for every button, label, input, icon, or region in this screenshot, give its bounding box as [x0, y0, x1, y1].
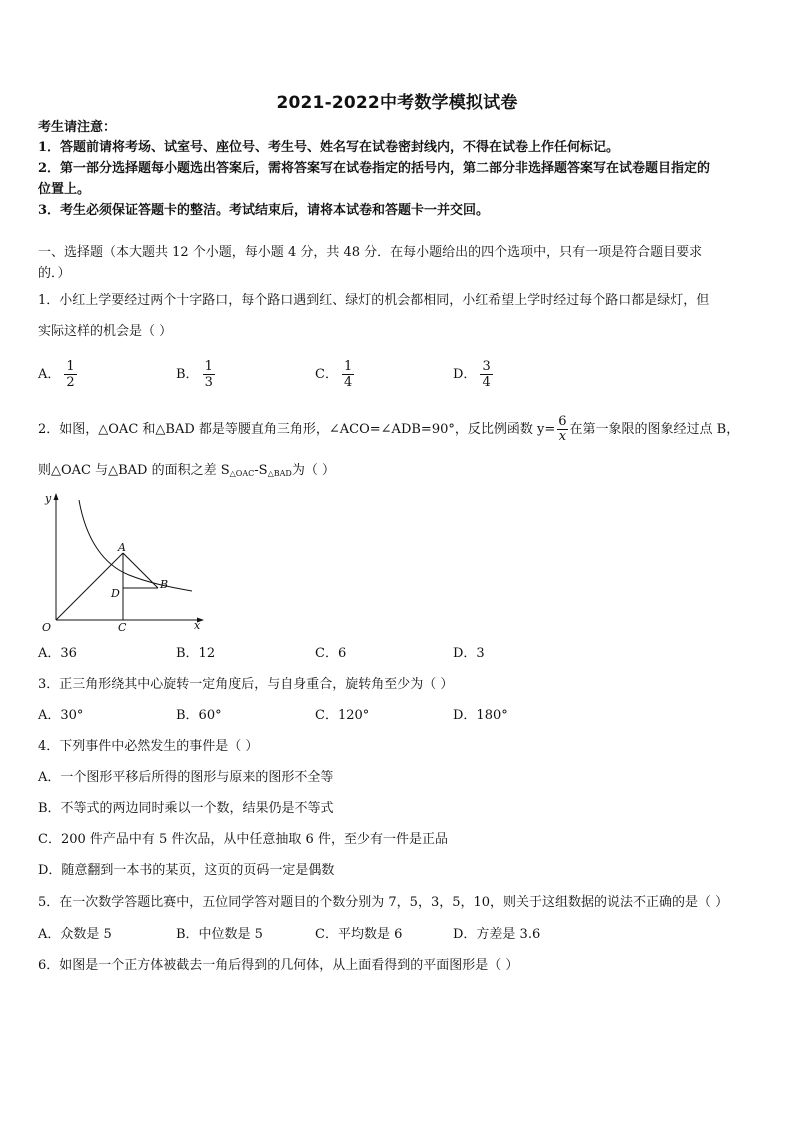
q6-text: 6．如图是一个正方体被截去一角后得到的几何体，从上面看得到的平面图形是（ ）: [38, 958, 519, 973]
q3-text: 3．正三角形绕其中心旋转一定角度后，与自身重合，旋转角至少为（ ）: [38, 677, 454, 692]
q1-text-cont: 实际这样的机会是（ ）: [38, 324, 173, 339]
notice-item-3: 3．考生必须保证答题卡的整洁。考试结束后，请将本试卷和答题卡一并交回。: [38, 203, 490, 218]
q5-option-c: C．平均数是 6: [315, 927, 403, 942]
q5-option-b: B．中位数是 5: [176, 927, 263, 942]
section-1-heading-cont: 的．）: [38, 266, 71, 281]
q2-option-d: D．3: [453, 646, 485, 661]
label-o: O: [42, 621, 52, 634]
notice-item-2-cont: 位置上。: [38, 182, 91, 197]
label-x: x: [194, 619, 201, 632]
q1-option-c: C． $\frac{1}{4}$: [315, 359, 353, 390]
q1-option-d: D． $\frac{3}{4}$: [453, 359, 491, 390]
q2-option-a: A．36: [38, 646, 77, 661]
q5-option-a: A．众数是 5: [38, 927, 112, 942]
q3-option-b: B．60°: [176, 708, 222, 723]
label-a: A: [118, 541, 126, 554]
q1-option-a: A． $\frac{1}{2}$: [38, 359, 75, 390]
label-d: D: [111, 587, 120, 600]
q5-text: 5．在一次数学答题比赛中，五位同学答对题目的个数分别为 7，5，3，5，10，则关于这组数据的说法不正确的是（ ）: [38, 895, 729, 910]
label-b: B: [160, 578, 169, 591]
q3-option-a: A．30°: [38, 708, 84, 723]
q3-option-d: D．180°: [453, 708, 508, 723]
q3-option-c: C．120°: [315, 708, 370, 723]
q4-text: 4．下列事件中必然发生的事件是（ ）: [38, 739, 259, 754]
label-c: C: [118, 621, 127, 634]
q4-option-d: D．随意翻到一本书的某页，这页的页码一定是偶数: [38, 863, 335, 878]
q2-option-c: C．6: [315, 646, 347, 661]
segment-ab: [123, 553, 158, 588]
notice-heading: 考生请注意：: [38, 120, 117, 135]
section-1-heading: 一、选择题（本大题共 12 个小题，每小题 4 分，共 48 分．在每小题给出的四个选项中，只有一项是符合题目要求: [38, 245, 703, 260]
notice-item-2: 2．第一部分选择题每小题选出答案后，需将答案写在试卷指定的括号内，第二部分非选择题答案写在试卷题目指定的: [38, 161, 711, 176]
q1-text: 1．小红上学要经过两个十字路口，每个路口遇到红、绿灯的机会都相同，小红希望上学时经过每个路口都是绿灯，但: [38, 293, 710, 308]
q2-option-b: B．12: [176, 646, 216, 661]
hyperbola-curve: [79, 500, 192, 591]
notice-item-1: 1．答题前请将考场、试室号、座位号、考生号、姓名写在试卷密封线内，不得在试卷上作任何标记。: [38, 140, 620, 155]
y-axis-arrow: [54, 493, 59, 500]
q4-option-a: A．一个图形平移后所得的图形与原来的图形不全等: [38, 770, 334, 785]
q2-figure: [34, 490, 209, 635]
q4-option-b: B．不等式的两边同时乘以一个数，结果仍是不等式: [38, 801, 334, 816]
q5-option-d: D．方差是 3.6: [453, 927, 541, 942]
label-y: y: [45, 492, 52, 505]
q2-text-cont: 则△OAC 与△BAD 的面积之差 $S_{\triangle OAC}-S_{\triangle BAD}$为（ ）: [38, 463, 335, 478]
q2-text: 2．如图，△OAC 和△BAD 都是等腰直角三角形，∠ACO=∠ADB=90°，反比例函数 y= $\frac{6}{x}$ 在第一象限的图象经过点 B，: [38, 414, 740, 444]
q1-option-b: B． $\frac{1}{3}$: [176, 359, 213, 390]
q4-option-c: C．200 件产品中有 5 件次品，从中任意抽取 6 件，至少有一件是正品: [38, 832, 448, 847]
page-title: 2021-2022中考数学模拟试卷: [276, 93, 518, 113]
